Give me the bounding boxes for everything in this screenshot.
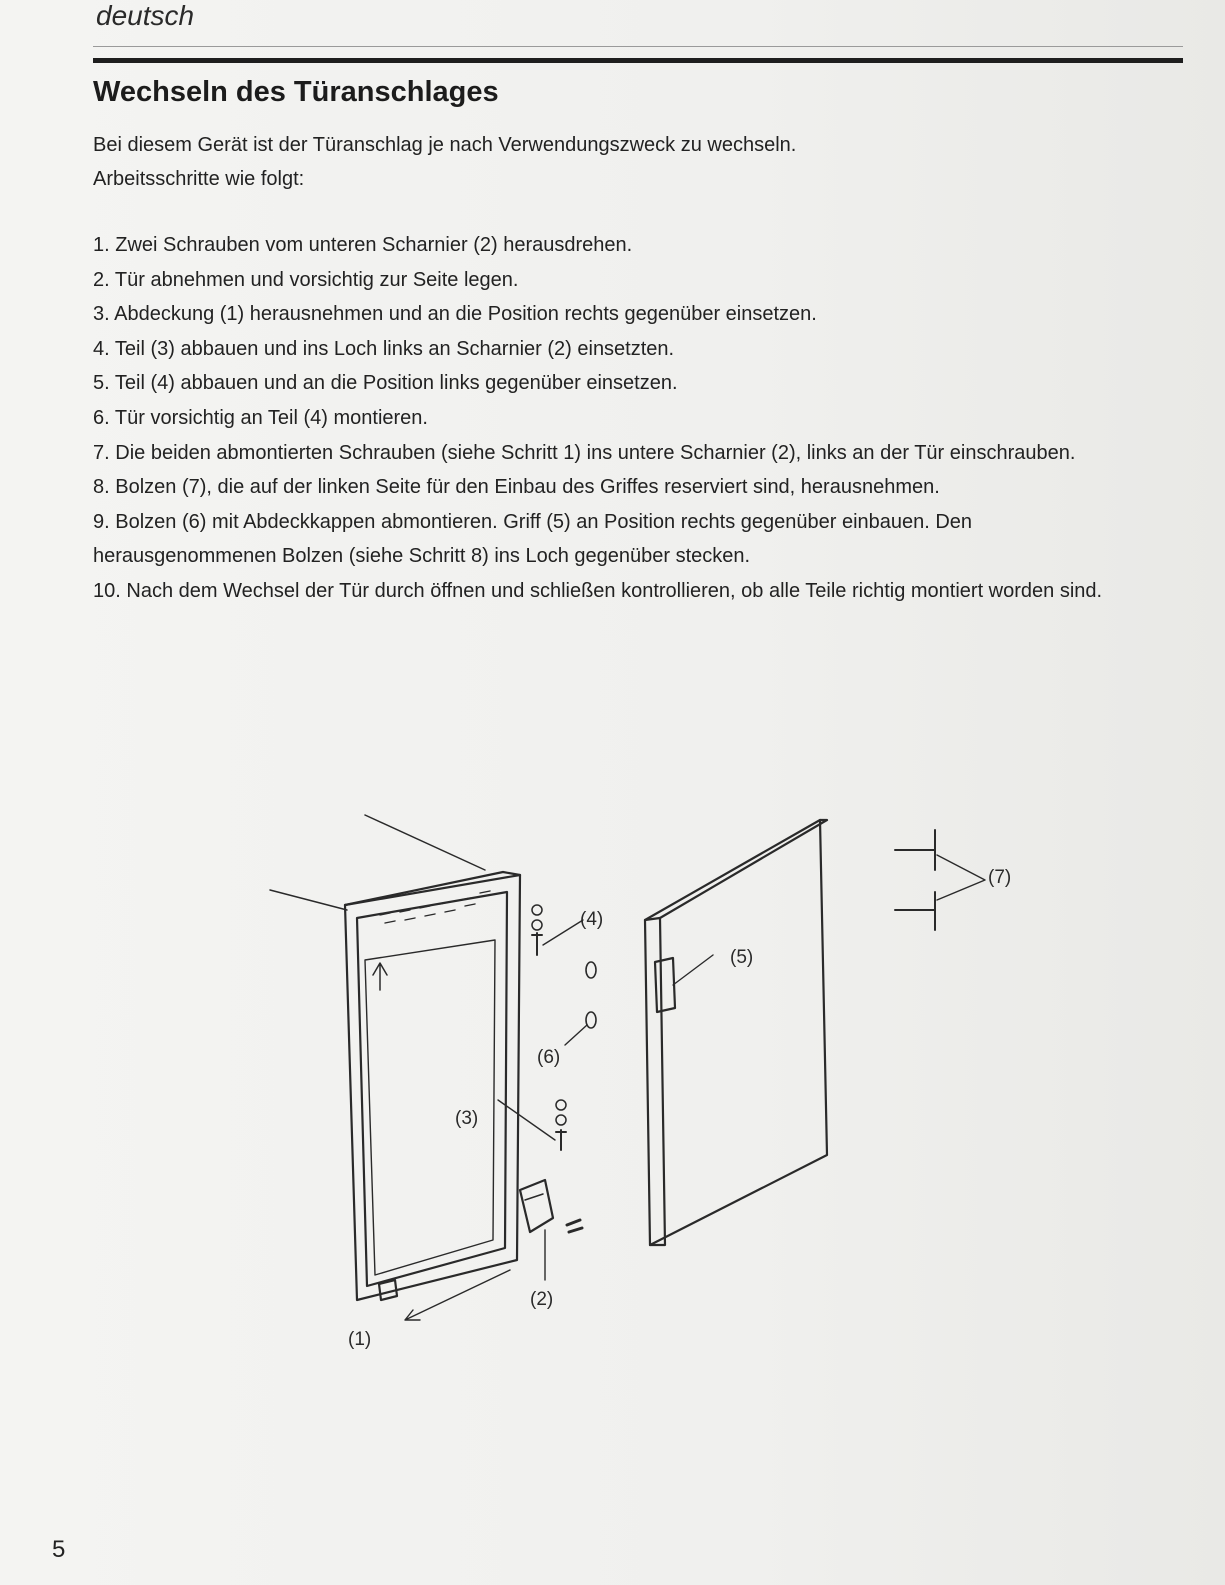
section-title: Wechseln des Türanschlages	[93, 76, 499, 108]
washer-low-2	[556, 1115, 566, 1125]
step-text: Bolzen (7), die auf der linken Seite für den Einbau des Griffes reserviert sind, herausnehmen.	[115, 476, 940, 499]
cabinet-inner-frame	[357, 892, 507, 1286]
leader-7	[937, 855, 985, 900]
hinge-slot	[525, 1194, 543, 1200]
step-item	[93, 332, 1141, 367]
header-thin-rule	[93, 46, 1183, 47]
step-item	[93, 505, 1141, 574]
step-text: Bolzen (6) mit Abdeckkappen abmontieren. Griff (5) an Position rechts gegenüber einbauen. Den herausgenommenen Bolzen (siehe Schritt 8) ins Loch gegenüber stecken.	[93, 510, 973, 568]
header-language: deutsch	[96, 0, 195, 31]
screws-part-2	[567, 1220, 582, 1232]
leader-4	[543, 920, 583, 945]
step-number: 6.	[93, 406, 110, 429]
cabinet-top	[345, 872, 520, 905]
ring-1	[586, 962, 596, 978]
step-number: 4.	[93, 337, 110, 360]
arrow-up	[373, 963, 387, 990]
step-number: 2.	[93, 268, 110, 291]
step-item	[93, 470, 1141, 505]
cabinet-leader-line-2	[365, 815, 485, 870]
step-text: Tür vorsichtig an Teil (4) montieren.	[114, 406, 428, 429]
step-number: 1.	[93, 234, 110, 256]
step-number: 10.	[93, 579, 121, 602]
intro-text	[93, 128, 1153, 196]
label-part-5: (5)	[730, 947, 754, 968]
washer-low-1	[556, 1100, 566, 1110]
step-text: Teil (4) abbauen und an die Position links gegenüber einsetzen.	[114, 372, 678, 395]
step-text: Tür abnehmen und vorsichtig zur Seite legen.	[114, 268, 519, 291]
step-item	[93, 401, 1141, 436]
header-rule	[93, 58, 1183, 63]
leader-6	[565, 1025, 587, 1045]
door-top-edge	[660, 820, 827, 918]
cabinet-leader-line	[270, 890, 347, 910]
step-text: Abdeckung (1) herausnehmen und an die Position rechts gegenüber einsetzen.	[114, 303, 817, 326]
pin-part-4	[532, 933, 542, 955]
intro-line-2: Arbeitsschritte wie folgt:	[93, 168, 305, 190]
door-outline	[645, 820, 827, 1245]
label-part-1: (1)	[348, 1329, 372, 1350]
step-item	[93, 263, 1141, 298]
step-item	[93, 574, 1141, 609]
label-part-2: (2)	[530, 1289, 554, 1310]
door-reversal-diagram	[255, 800, 1055, 1360]
step-number: 8.	[93, 476, 110, 499]
ring-2	[586, 1012, 596, 1028]
step-number: 7.	[93, 441, 110, 464]
step-item	[93, 228, 1141, 263]
washer-top-1	[532, 905, 542, 915]
bolt-7-upper	[895, 830, 935, 870]
step-text: Nach dem Wechsel der Tür durch öffnen und schließen kontrollieren, ob alle Teile richtig montiert worden sind.	[126, 579, 1103, 602]
hinge-bracket	[520, 1180, 553, 1232]
step-number: 3.	[93, 303, 110, 326]
label-part-7: (7)	[988, 867, 1012, 888]
washer-top-2	[532, 920, 542, 930]
label-part-4: (4)	[580, 909, 604, 930]
step-item	[93, 297, 1141, 332]
step-item	[93, 366, 1141, 401]
intro-line-1: Bei diesem Gerät ist der Türanschlag je nach Verwendungszweck zu wechseln.	[93, 134, 797, 156]
label-part-3: (3)	[455, 1108, 479, 1129]
leader-cover	[405, 1270, 510, 1320]
handle-part-5	[655, 958, 675, 1012]
step-text: Teil (3) abbauen und ins Loch links an Scharnier (2) einsetzten.	[114, 337, 675, 360]
page-number: 5	[52, 1536, 66, 1563]
bolt-7-lower	[895, 892, 935, 930]
label-part-6: (6)	[537, 1047, 561, 1068]
step-text: Die beiden abmontierten Schrauben (siehe Schritt 1) ins untere Scharnier (2), links an der Tür einschrauben.	[115, 441, 1076, 464]
step-item	[93, 436, 1141, 471]
step-number: 5.	[93, 372, 110, 395]
leader-5	[673, 955, 713, 985]
pin-part-3	[556, 1130, 566, 1150]
steps-list	[93, 228, 1141, 609]
step-text: Zwei Schrauben vom unteren Scharnier (2) herausdrehen.	[115, 234, 633, 256]
step-number: 9.	[93, 510, 110, 533]
